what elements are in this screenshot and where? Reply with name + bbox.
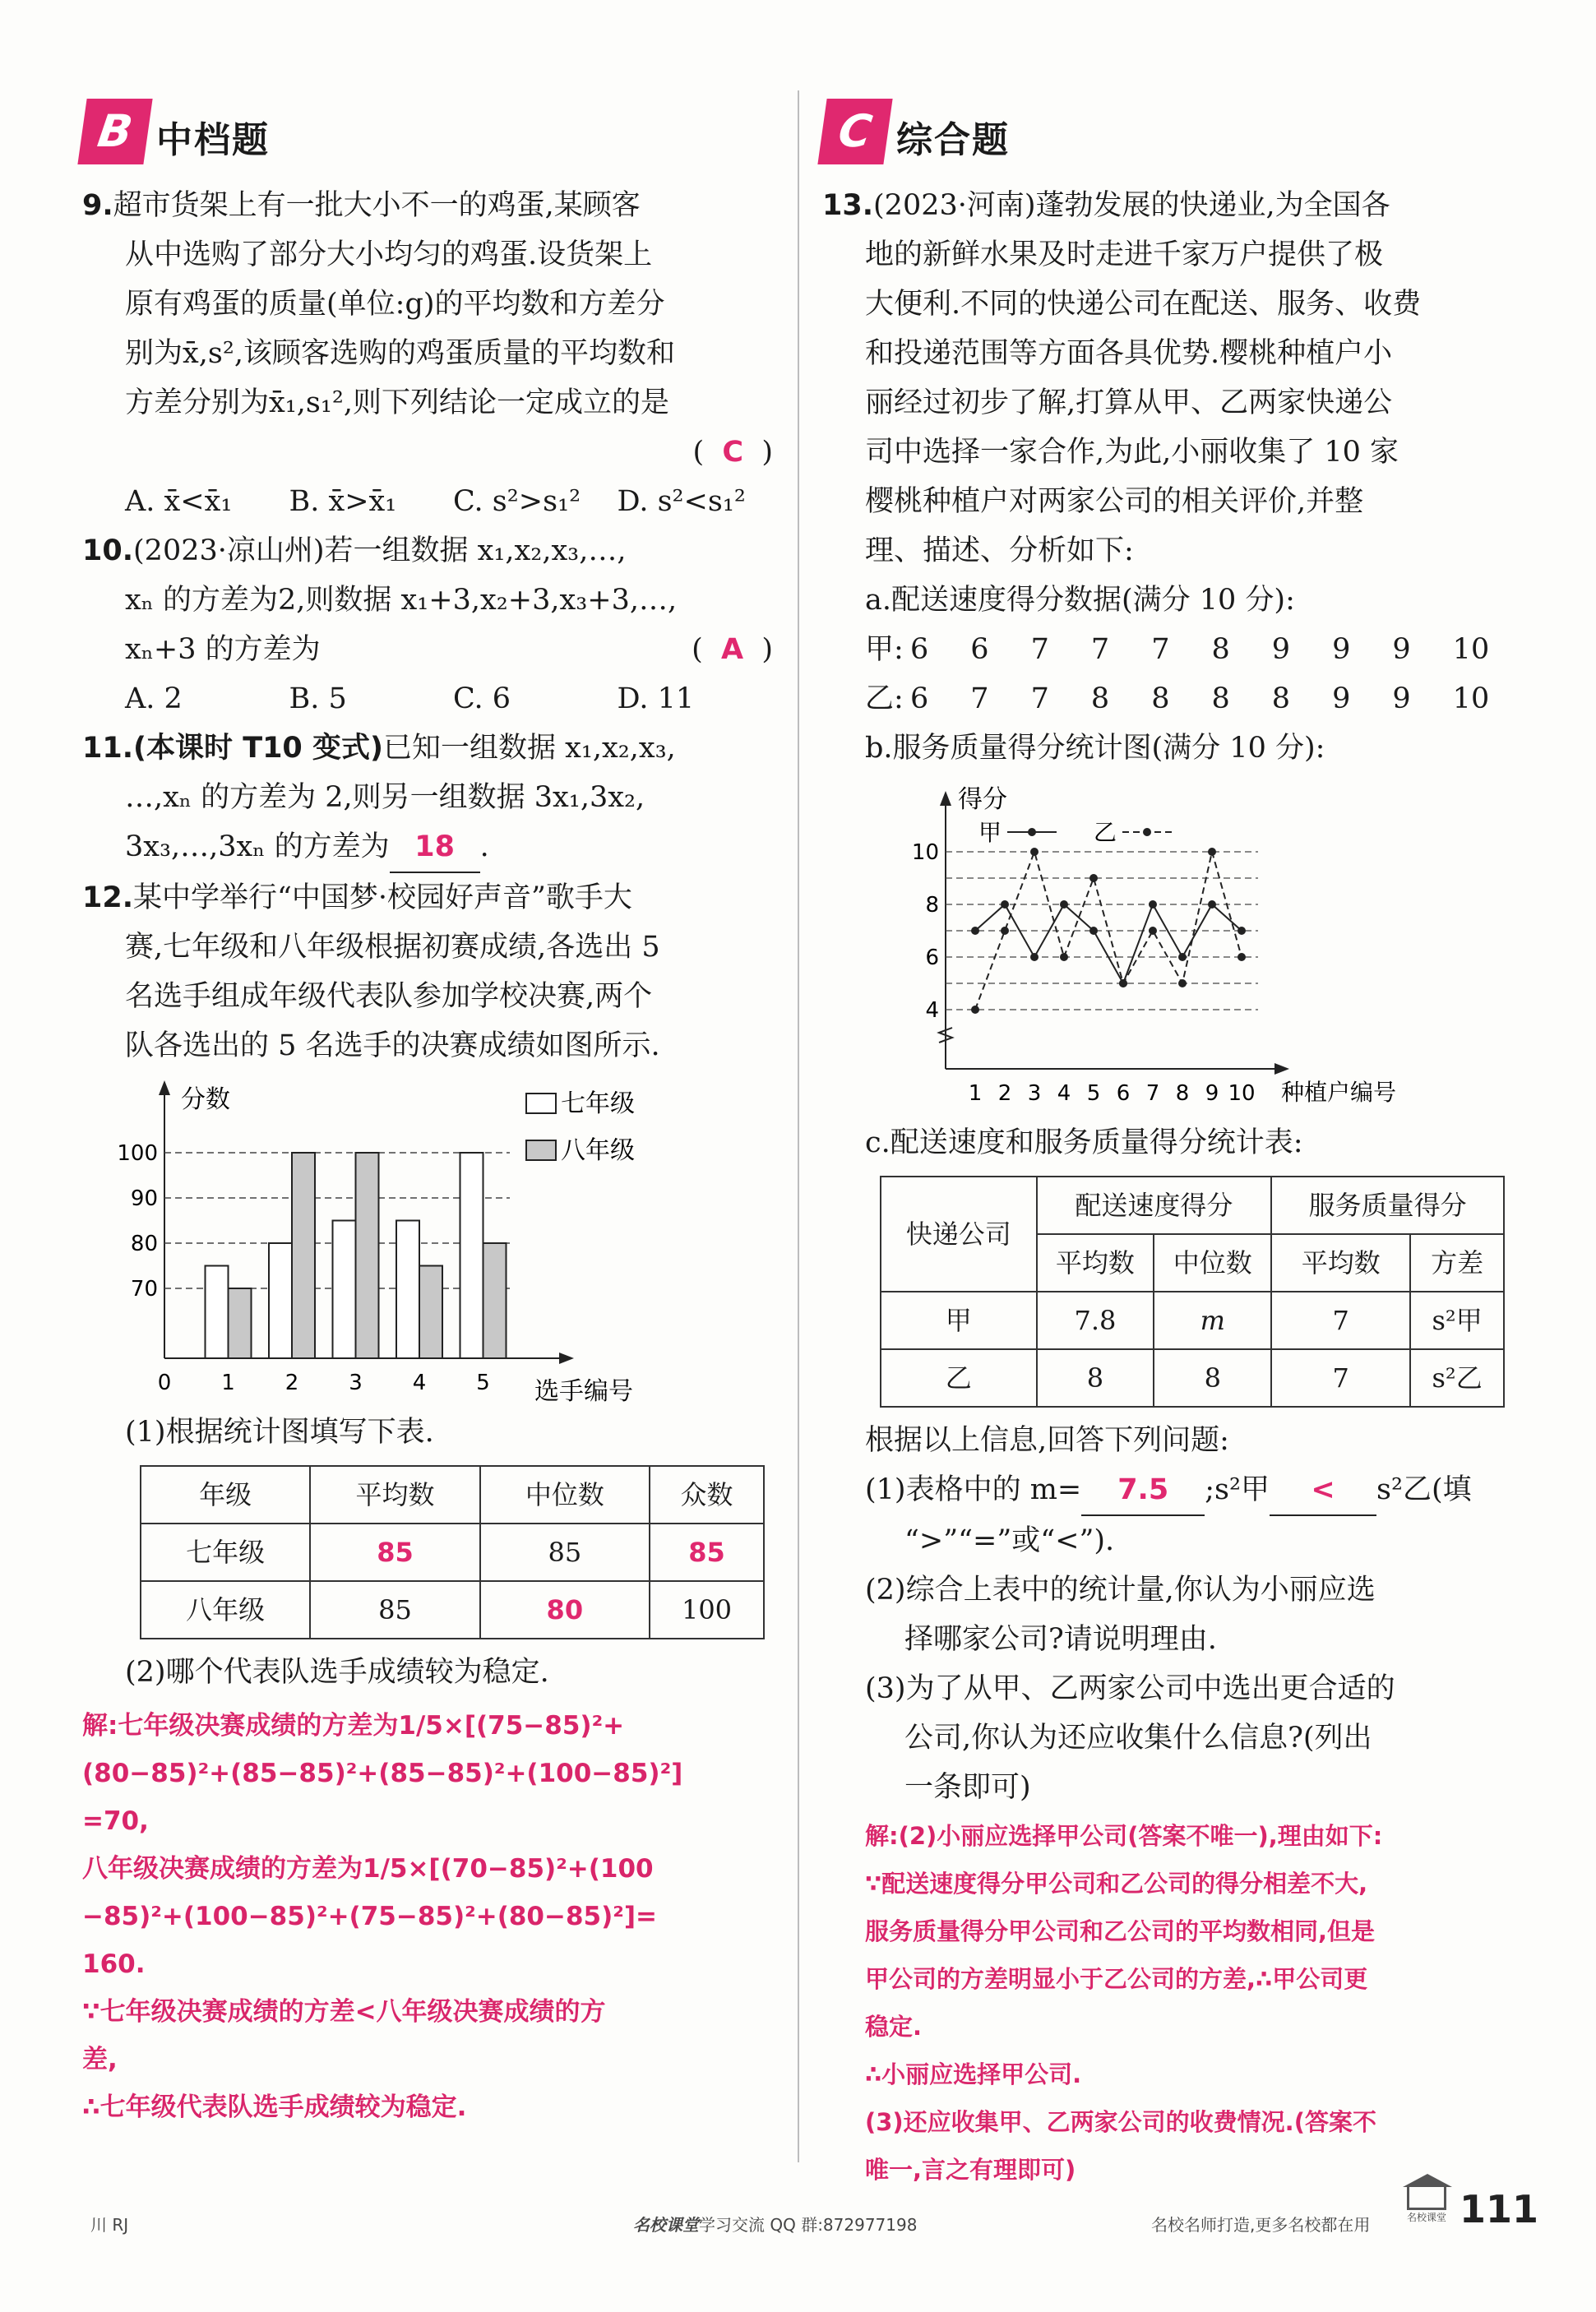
data-point [1178,953,1187,961]
question-text: “>”“=”或“<”). [904,1524,1115,1557]
section-banner-b [82,82,781,173]
option-d: D. s²<s₁² [617,485,746,518]
solution-line: (80−85)²+(85−85)²+(85−85)²+(100−85)²] [82,1759,683,1788]
solution-line: ∵七年级决赛成绩的方差<八年级决赛成绩的方 [82,1997,606,2027]
solution-line: 差, [82,2045,118,2074]
question-text: (2023·凉山州)若一组数据 x₁,x₂,x₃,…, [133,534,627,567]
y-tick-label: 80 [130,1232,158,1256]
data-point [1089,874,1098,882]
question-text: 地的新鲜水果及时走进千家万户提供了极 [865,238,1384,271]
footer-qq: 学习交流 QQ 群:872977198 [699,2215,918,2235]
table-header: 年级 [141,1466,310,1524]
question-number: 11. [82,732,134,765]
score-value: 10 [1452,682,1490,715]
data-point [1119,979,1127,987]
question-text: 方差分别为x̄₁,s₁²,则下列结论一定成立的是 [125,386,670,419]
page-number: 111 [1460,2187,1539,2231]
question-text: …,xₙ 的方差为 2,则另一组数据 3x₁,3x₂, [125,781,645,814]
bar-grade8 [419,1266,442,1359]
section-title: 综合题 [896,119,1010,161]
question-text: (1)表格中的 m= [865,1473,1082,1506]
score-value: 9 [1332,682,1351,715]
subquestion-3: 公司,你认为还应收集什么信息?(列出 [904,1722,1372,1755]
solution-line: 解:七年级决赛成绩的方差为1/5×[(75−85)²+ [82,1711,625,1741]
score-list [910,625,1513,674]
table-cell-answer: 80 [480,1581,650,1639]
x-tick-label: 4 [412,1371,427,1395]
score-value: 8 [1151,682,1170,715]
score-value: 7 [970,682,989,715]
y-axis-arrow [159,1080,170,1095]
column-divider [798,90,799,2162]
prompt: 根据以上信息,回答下列问题: [865,1424,1229,1457]
subquestion-2: 择哪家公司?请说明理由. [904,1623,1217,1656]
table-header: 平均数 [1271,1234,1410,1292]
question-text: ;s²甲 [1205,1473,1270,1506]
bar-chart-figure [82,1070,781,1408]
x-tick-label: 6 [1116,1081,1131,1106]
punctuation: . [479,830,489,863]
score-value: 9 [1392,682,1411,715]
table-header: 服务质量得分 [1271,1177,1504,1234]
question-text: 司中选择一家合作,为此,小丽收集了 10 家 [865,436,1399,469]
solution-line: −85)²+(100−85)²+(75−85)²+(80−85)²]= [82,1902,657,1931]
subquestion-2: (2)哪个代表队选手成绩较为稳定. [125,1656,549,1689]
y-tick-label: 10 [911,840,939,865]
score-value: 7 [1030,682,1049,715]
score-value: 7 [1030,633,1049,666]
bar-grade7 [333,1221,356,1359]
variant-tag: (本课时 T10 变式) [133,732,383,765]
table-cell: 乙 [881,1349,1037,1407]
table-header: 众数 [650,1466,764,1524]
question-text: 丽经过初步了解,打算从甲、乙两家快递公 [865,386,1393,419]
footer-left: 川 RJ [90,2215,129,2235]
score-list [910,674,1513,724]
table-cell: 7 [1271,1349,1410,1407]
x-tick-label: 5 [1086,1081,1101,1106]
question-text: 超市货架上有一批大小不一的鸡蛋,某顾客 [113,189,641,222]
score-value: 6 [910,633,929,666]
y-tick-label: 70 [130,1277,158,1302]
option-b: B. 5 [289,682,347,715]
data-point [1208,900,1216,909]
question-text: (2023·河南)蓬勃发展的快递业,为全国各 [873,189,1390,222]
score-value: 7 [1090,633,1110,666]
table-row [141,1581,764,1639]
option-c: C. s²>s₁² [453,485,581,518]
yi-scores-row [822,674,1513,724]
data-point [971,927,979,935]
score-value: 8 [1211,682,1230,715]
table-cell: 七年级 [141,1524,310,1581]
bar-grade8 [483,1243,507,1358]
question-number: 13. [822,189,874,222]
y-tick-label: 90 [130,1186,158,1211]
score-value: 6 [970,633,989,666]
x-axis-label: 选手编号 [534,1377,633,1406]
question-text: 队各选出的 5 名选手的决赛成绩如图所示. [125,1029,660,1062]
y-axis-arrow [940,791,951,806]
question-text: 已知一组数据 x₁,x₂,x₃, [382,732,676,765]
score-value: 9 [1392,633,1411,666]
data-point [971,1006,979,1014]
choice-answer: A [721,633,744,666]
footer-slogan: 名校名师打造,更多名校都在用 [1151,2215,1371,2235]
solution-line: 唯一,言之有理即可) [865,2156,1076,2184]
legend-label: 甲 [978,819,1002,846]
bar-chart [115,1070,789,1408]
subquestion-3: 一条即可) [904,1771,1031,1804]
score-value: 7 [1151,633,1170,666]
y-tick-label: 6 [925,946,939,970]
data-point [1178,979,1187,987]
x-tick-label: 2 [997,1081,1012,1106]
courier-stats-table [880,1176,1505,1408]
options-row [82,477,781,526]
question-text: 樱桃种植户对两家公司的相关评价,并整 [865,485,1364,518]
solution-block [822,1812,1513,2194]
question-text: 原有鸡蛋的质量(单位:g)的平均数和方差分 [125,288,665,321]
bar-grade8 [356,1153,379,1358]
table-cell: 100 [650,1581,764,1639]
legend-label: 乙 [1094,819,1117,846]
data-point [1208,848,1216,856]
footer-logo [1398,2187,1455,2224]
table-header: 方差 [1410,1234,1504,1292]
fill-blank-answer: 18 [390,822,480,873]
left-column [82,82,781,2131]
right-column [822,82,1513,2194]
table-cell: 8 [1037,1349,1154,1407]
question-text: s²乙(填 [1376,1473,1472,1506]
x-axis-arrow [559,1353,574,1364]
x-tick-label: 1 [968,1081,983,1106]
legend-marker [1143,828,1151,836]
bar-grade8 [292,1153,315,1358]
x-tick-label: 8 [1175,1081,1190,1106]
solution-block [82,1702,781,2131]
solution-line: 解:(2)小丽应选择甲公司(答案不唯一),理由如下: [865,1822,1383,1850]
x-tick-label: 2 [285,1371,299,1395]
score-value: 8 [1090,682,1110,715]
table-row [141,1524,764,1581]
question-text: xₙ 的方差为2,则数据 x₁+3,x₂+3,x₃+3,…, [125,584,678,617]
question-text: 3x₃,…,3xₙ 的方差为 [125,830,390,863]
x-tick-label: 4 [1057,1081,1071,1106]
data-point [1001,900,1009,909]
table-cell: 85 [310,1581,479,1639]
solution-line: 160. [82,1949,146,1979]
table-header: 快递公司 [881,1177,1037,1292]
y-tick-label: 8 [925,893,939,918]
solution-line: ∵配送速度得分甲公司和乙公司的得分相差不大, [865,1870,1368,1898]
option-b: B. x̄>x̄₁ [289,485,397,518]
question-12 [82,873,781,2131]
subquestion-3: (3)为了从甲、乙两家公司中选出更合适的 [865,1672,1395,1705]
solution-line: 八年级决赛成绩的方差为1/5×[(70−85)²+(100 [82,1854,654,1884]
legend-swatch-grade8 [526,1140,556,1160]
y-axis-label: 分数 [181,1085,230,1114]
x-tick-label: 3 [1027,1081,1042,1106]
option-c: C. 6 [453,682,511,715]
footer-brand: 名校课堂 [633,2215,699,2235]
question-number: 12. [82,881,134,914]
solution-line: =70, [82,1806,149,1836]
solution-line: 稳定. [865,2013,923,2041]
fill-blank-compare: < [1270,1465,1376,1516]
table-header: 中位数 [480,1466,650,1524]
bar-grade7 [460,1153,483,1358]
data-point [1149,900,1157,909]
score-value: 8 [1211,633,1230,666]
table-header: 中位数 [1154,1234,1271,1292]
question-text: 赛,七年级和八年级根据初赛成绩,各选出 5 [125,931,660,964]
question-text: 某中学举行“中国梦·校园好声音”歌手大 [133,881,632,914]
footer-center [633,2212,917,2236]
table-cell: 8 [1154,1349,1271,1407]
solution-line: ∴小丽应选择甲公司. [865,2060,1082,2088]
section-title: 中档题 [156,119,270,161]
table-header: 配送速度得分 [1037,1177,1272,1234]
data-point [1237,927,1246,935]
bar-grade8 [229,1288,252,1358]
table-cell: m [1154,1292,1271,1349]
table-header: 平均数 [1037,1234,1154,1292]
solution-line: (3)还应收集甲、乙两家公司的收费情况.(答案不 [865,2108,1376,2136]
question-11 [82,724,781,873]
table-cell-answer: 85 [310,1524,479,1581]
data-point [1030,848,1039,856]
table-header: 平均数 [310,1466,479,1524]
y-axis-label: 得分 [958,785,1007,814]
option-a: A. x̄<x̄₁ [125,485,233,518]
x-tick-label: 9 [1205,1081,1219,1106]
score-value: 8 [1271,682,1291,715]
table-cell: s²乙 [1410,1349,1504,1407]
score-value: 9 [1271,633,1291,666]
table-cell: 八年级 [141,1581,310,1639]
score-value: 9 [1332,633,1351,666]
series-line-jia [975,904,1242,983]
option-d: D. 11 [617,682,695,715]
part-a-title: a.配送速度得分数据(满分 10 分): [865,584,1295,617]
x-tick-label: 1 [221,1371,235,1395]
legend-label: 七年级 [561,1089,635,1118]
school-icon [1407,2187,1446,2210]
table-cell: s²甲 [1410,1292,1504,1349]
bar-grade7 [396,1221,419,1359]
table-row [881,1292,1504,1349]
data-point [1060,953,1068,961]
legend-marker [1028,828,1036,836]
legend-swatch-grade7 [526,1094,556,1113]
data-point [1030,953,1039,961]
question-number: 10. [82,534,134,567]
question-text: 和投递范围等方面各具优势.樱桃种植户小 [865,337,1393,370]
table-cell: 7.8 [1037,1292,1154,1349]
x-tick-label: 7 [1145,1081,1160,1106]
x-axis-arrow [1274,1063,1289,1075]
table-cell-answer: 85 [650,1524,764,1581]
data-point [1001,927,1009,935]
table-row [881,1349,1504,1407]
question-text: 名选手组成年级代表队参加学校决赛,两个 [125,980,653,1013]
question-text: 从中选购了部分大小均匀的鸡蛋.设货架上 [125,238,653,271]
line-chart [904,773,1480,1118]
solution-line: ∴七年级代表队选手成绩较为稳定. [82,2092,467,2122]
answer-bracket: ( C ) [692,436,773,469]
data-point [1089,927,1098,935]
section-tag: B [77,99,152,164]
choice-answer: C [722,436,744,469]
score-value: 6 [910,682,929,715]
question-text: xₙ+3 的方差为 [125,633,321,666]
bar-grade7 [206,1266,229,1359]
question-text: 别为x̄,s²,该顾客选购的鸡蛋质量的平均数和 [125,337,675,370]
options-row [82,674,781,724]
score-value: 10 [1452,633,1490,666]
solution-line: 甲公司的方差明显小于乙公司的方差,∴甲公司更 [865,1965,1368,1993]
table-cell: 7 [1271,1292,1410,1349]
question-9 [82,181,781,526]
x-axis-label: 种植户编号 [1281,1079,1397,1106]
logo-label: 名校课堂 [1406,2212,1446,2223]
question-text: 大便利.不同的快递公司在配送、服务、收费 [865,288,1422,321]
answer-bracket: ( A ) [692,633,773,666]
bar-grade7 [269,1243,292,1358]
jia-scores-row [822,625,1513,674]
question-number: 9. [82,189,113,222]
part-b-title: b.服务质量得分统计图(满分 10 分): [865,732,1325,765]
part-c-title: c.配送速度和服务质量得分统计表: [865,1126,1303,1159]
x-tick-label: 3 [349,1371,363,1395]
subquestion-2: (2)综合上表中的统计量,你认为小丽应选 [865,1574,1376,1607]
section-banner-c [822,82,1513,173]
question-text: 理、描述、分析如下: [865,534,1134,567]
question-10 [82,526,781,724]
row-label: 甲: [865,633,904,666]
x-tick-label: 10 [1228,1081,1256,1106]
fill-blank-m: 7.5 [1081,1465,1205,1516]
data-point [1149,927,1157,935]
data-point [1060,900,1068,909]
table-cell: 85 [480,1524,650,1581]
option-a: A. 2 [125,682,183,715]
y-tick-label: 4 [925,998,939,1023]
solution-line: 服务质量得分甲公司和乙公司的平均数相同,但是 [865,1917,1376,1945]
row-label: 乙: [865,682,904,715]
table-cell: 甲 [881,1292,1037,1349]
axis-break-icon [939,1028,952,1043]
grade-stats-table [140,1465,765,1639]
legend-label: 八年级 [561,1136,635,1165]
section-tag: C [817,99,892,164]
data-point [1237,953,1246,961]
question-13 [822,181,1513,2194]
x-tick-label: 5 [476,1371,490,1395]
line-chart-figure [822,773,1513,1118]
y-tick-label: 100 [117,1141,158,1166]
subquestion-1: (1)根据统计图填写下表. [125,1416,434,1449]
x-tick-label: 0 [157,1371,172,1395]
